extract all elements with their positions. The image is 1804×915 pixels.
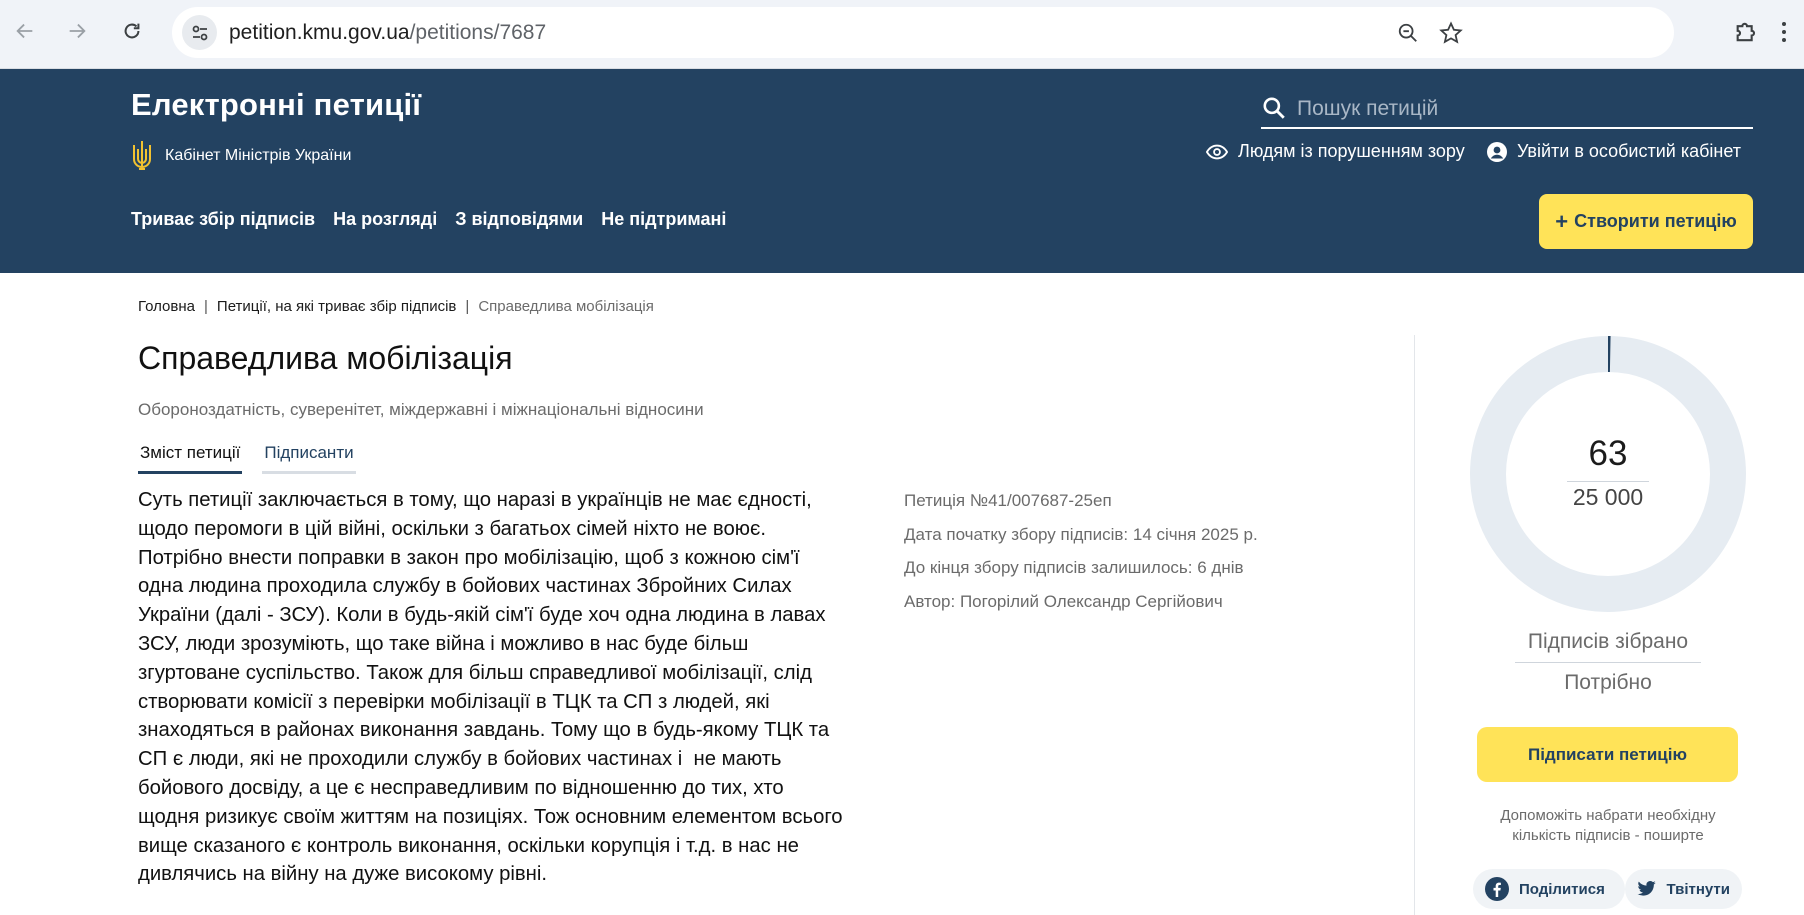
arrow-left-icon bbox=[14, 20, 36, 42]
tab-content[interactable]: Зміст петиції bbox=[138, 443, 242, 474]
petition-tabs bbox=[138, 443, 376, 474]
nav-with-answers[interactable]: З відповідями bbox=[455, 209, 584, 229]
sidebar-divider bbox=[1414, 335, 1415, 915]
arrow-right-icon bbox=[66, 20, 88, 42]
search-input[interactable] bbox=[1297, 94, 1737, 124]
search-bar bbox=[1261, 89, 1753, 129]
petition-number: Петиція №41/007687-25еп bbox=[904, 491, 1112, 510]
signature-progress-ring bbox=[1470, 336, 1746, 612]
url-path: /petitions/7687 bbox=[409, 21, 547, 44]
signature-target: 25 000 bbox=[1572, 484, 1644, 510]
nav-not-supported[interactable]: Не підтримані bbox=[601, 209, 727, 229]
reload-button[interactable] bbox=[117, 16, 147, 46]
star-icon bbox=[1439, 21, 1463, 45]
back-button[interactable] bbox=[10, 16, 40, 46]
count-divider bbox=[1567, 481, 1649, 482]
reload-icon bbox=[121, 20, 143, 42]
zoom-out-icon bbox=[1397, 22, 1419, 44]
petition-start-date: Дата початку збору підписів: 14 січня 2025 р. bbox=[904, 524, 1258, 544]
facebook-share-label: Поділитися bbox=[1519, 880, 1605, 898]
site-logo-title[interactable]: Електронні петиції bbox=[131, 87, 422, 122]
browser-toolbar bbox=[0, 0, 1804, 69]
petition-text: Суть петиції заключається в тому, що наразі в українців не має єдності, щодо перомоги в цій війні, оскільки з багатьох сімей ніхто не воює. Потрібно внести поправки в закон про мобілізацію, щоб з кожною сім'ї одна людина проходила службу в бойових частинах Збройних Силах України (далі - ЗСУ). Коли в будь-якій сім'ї буде хоч одна людина в лавах ЗСУ, люди зрозуміють, що таке війна і можливо в нас буде більш згуртоване суспільство. Також для більш справедливої мобілізації, слід створювати комісії з перевірки мобілізації в ТЦК та СП з людей, які знаходяться в районах виконання завдань. Тому що в будь-якому ТЦК та СП є люди, які не проходили службу в бойових частинах і не мають бойового досвіду, а це є несправедливим по відношенню до тих, хто щодня ризикує своїм життям на позиціях. Тож основним елементом всього вище сказаного є контроль виконання, оскільки корупція і т.д. в нас не дивлячись на війну на дуже високому рівні. bbox=[138, 489, 843, 886]
breadcrumb-separator: | bbox=[465, 298, 470, 315]
progress-ring-track bbox=[1488, 354, 1728, 594]
tab-signers[interactable]: Підписанти bbox=[262, 443, 355, 474]
login-link[interactable] bbox=[1487, 141, 1741, 162]
labels-divider bbox=[1515, 662, 1701, 663]
petition-category: Обороноздатність, суверенітет, міждержавні і міжнаціональні відносини bbox=[138, 400, 704, 419]
breadcrumb-separator: | bbox=[204, 298, 208, 315]
login-label: Увійти в особистий кабінет bbox=[1517, 141, 1742, 161]
tune-icon bbox=[191, 24, 209, 42]
accessibility-label: Людям із порушенням зору bbox=[1238, 141, 1465, 161]
site-header bbox=[0, 69, 1804, 273]
eye-icon bbox=[1206, 144, 1228, 160]
signature-count: 63 bbox=[1588, 434, 1628, 473]
signatures-needed-label: Потрібно bbox=[1564, 671, 1652, 694]
breadcrumb-collecting[interactable]: Петиції, на які триває збір підписів bbox=[216, 298, 457, 315]
extensions-button[interactable] bbox=[1733, 18, 1763, 48]
twitter-share-button[interactable] bbox=[1625, 869, 1742, 909]
government-label: Кабінет Міністрів України bbox=[165, 147, 352, 164]
nav-collecting-signatures[interactable]: Триває збір підписів bbox=[131, 209, 316, 229]
trident-icon bbox=[131, 139, 153, 173]
url-text[interactable] bbox=[229, 21, 546, 45]
bookmark-button[interactable] bbox=[1438, 20, 1464, 46]
user-icon bbox=[1487, 142, 1507, 162]
browser-menu-button[interactable] bbox=[1780, 18, 1792, 48]
twitter-icon bbox=[1637, 879, 1657, 899]
petition-meta bbox=[904, 484, 1258, 618]
sign-petition-button[interactable]: Підписати петицію bbox=[1477, 727, 1738, 782]
nav-under-review[interactable]: На розгляді bbox=[333, 209, 438, 229]
breadcrumb-home[interactable]: Головна bbox=[138, 298, 195, 315]
main-navigation bbox=[131, 209, 744, 230]
facebook-share-button[interactable] bbox=[1473, 869, 1625, 909]
breadcrumb-current: Справедлива мобілізація bbox=[478, 298, 654, 315]
puzzle-icon bbox=[1733, 18, 1761, 46]
breadcrumb bbox=[138, 298, 654, 315]
search-icon[interactable] bbox=[1261, 95, 1287, 121]
twitter-share-label: Твітнути bbox=[1666, 880, 1730, 898]
petition-remaining: До кінця збору підписів залишилось: 6 днів bbox=[904, 558, 1244, 577]
site-info-button[interactable] bbox=[182, 15, 217, 50]
share-help-text: Допоможіть набрати необхідну кількість підписів - поширте bbox=[1500, 807, 1716, 844]
signatures-collected-label: Підписів зібрано bbox=[1527, 630, 1689, 653]
facebook-icon bbox=[1485, 877, 1509, 901]
zoom-button[interactable] bbox=[1395, 20, 1421, 46]
accessibility-link[interactable] bbox=[1206, 141, 1465, 162]
url-host: petition.kmu.gov.ua bbox=[229, 21, 410, 44]
petition-author: Автор: Погорілий Олександр Сергійович bbox=[904, 591, 1223, 611]
create-petition-button[interactable] bbox=[1539, 194, 1753, 249]
address-bar[interactable] bbox=[172, 7, 1674, 58]
petition-title: Справедлива мобілізація bbox=[138, 340, 513, 376]
create-petition-label: Створити петицію bbox=[1574, 211, 1737, 231]
plus-icon: + bbox=[1555, 208, 1569, 234]
forward-button[interactable] bbox=[62, 16, 92, 46]
more-vertical-icon bbox=[1780, 18, 1788, 46]
government-link[interactable] bbox=[131, 139, 351, 173]
